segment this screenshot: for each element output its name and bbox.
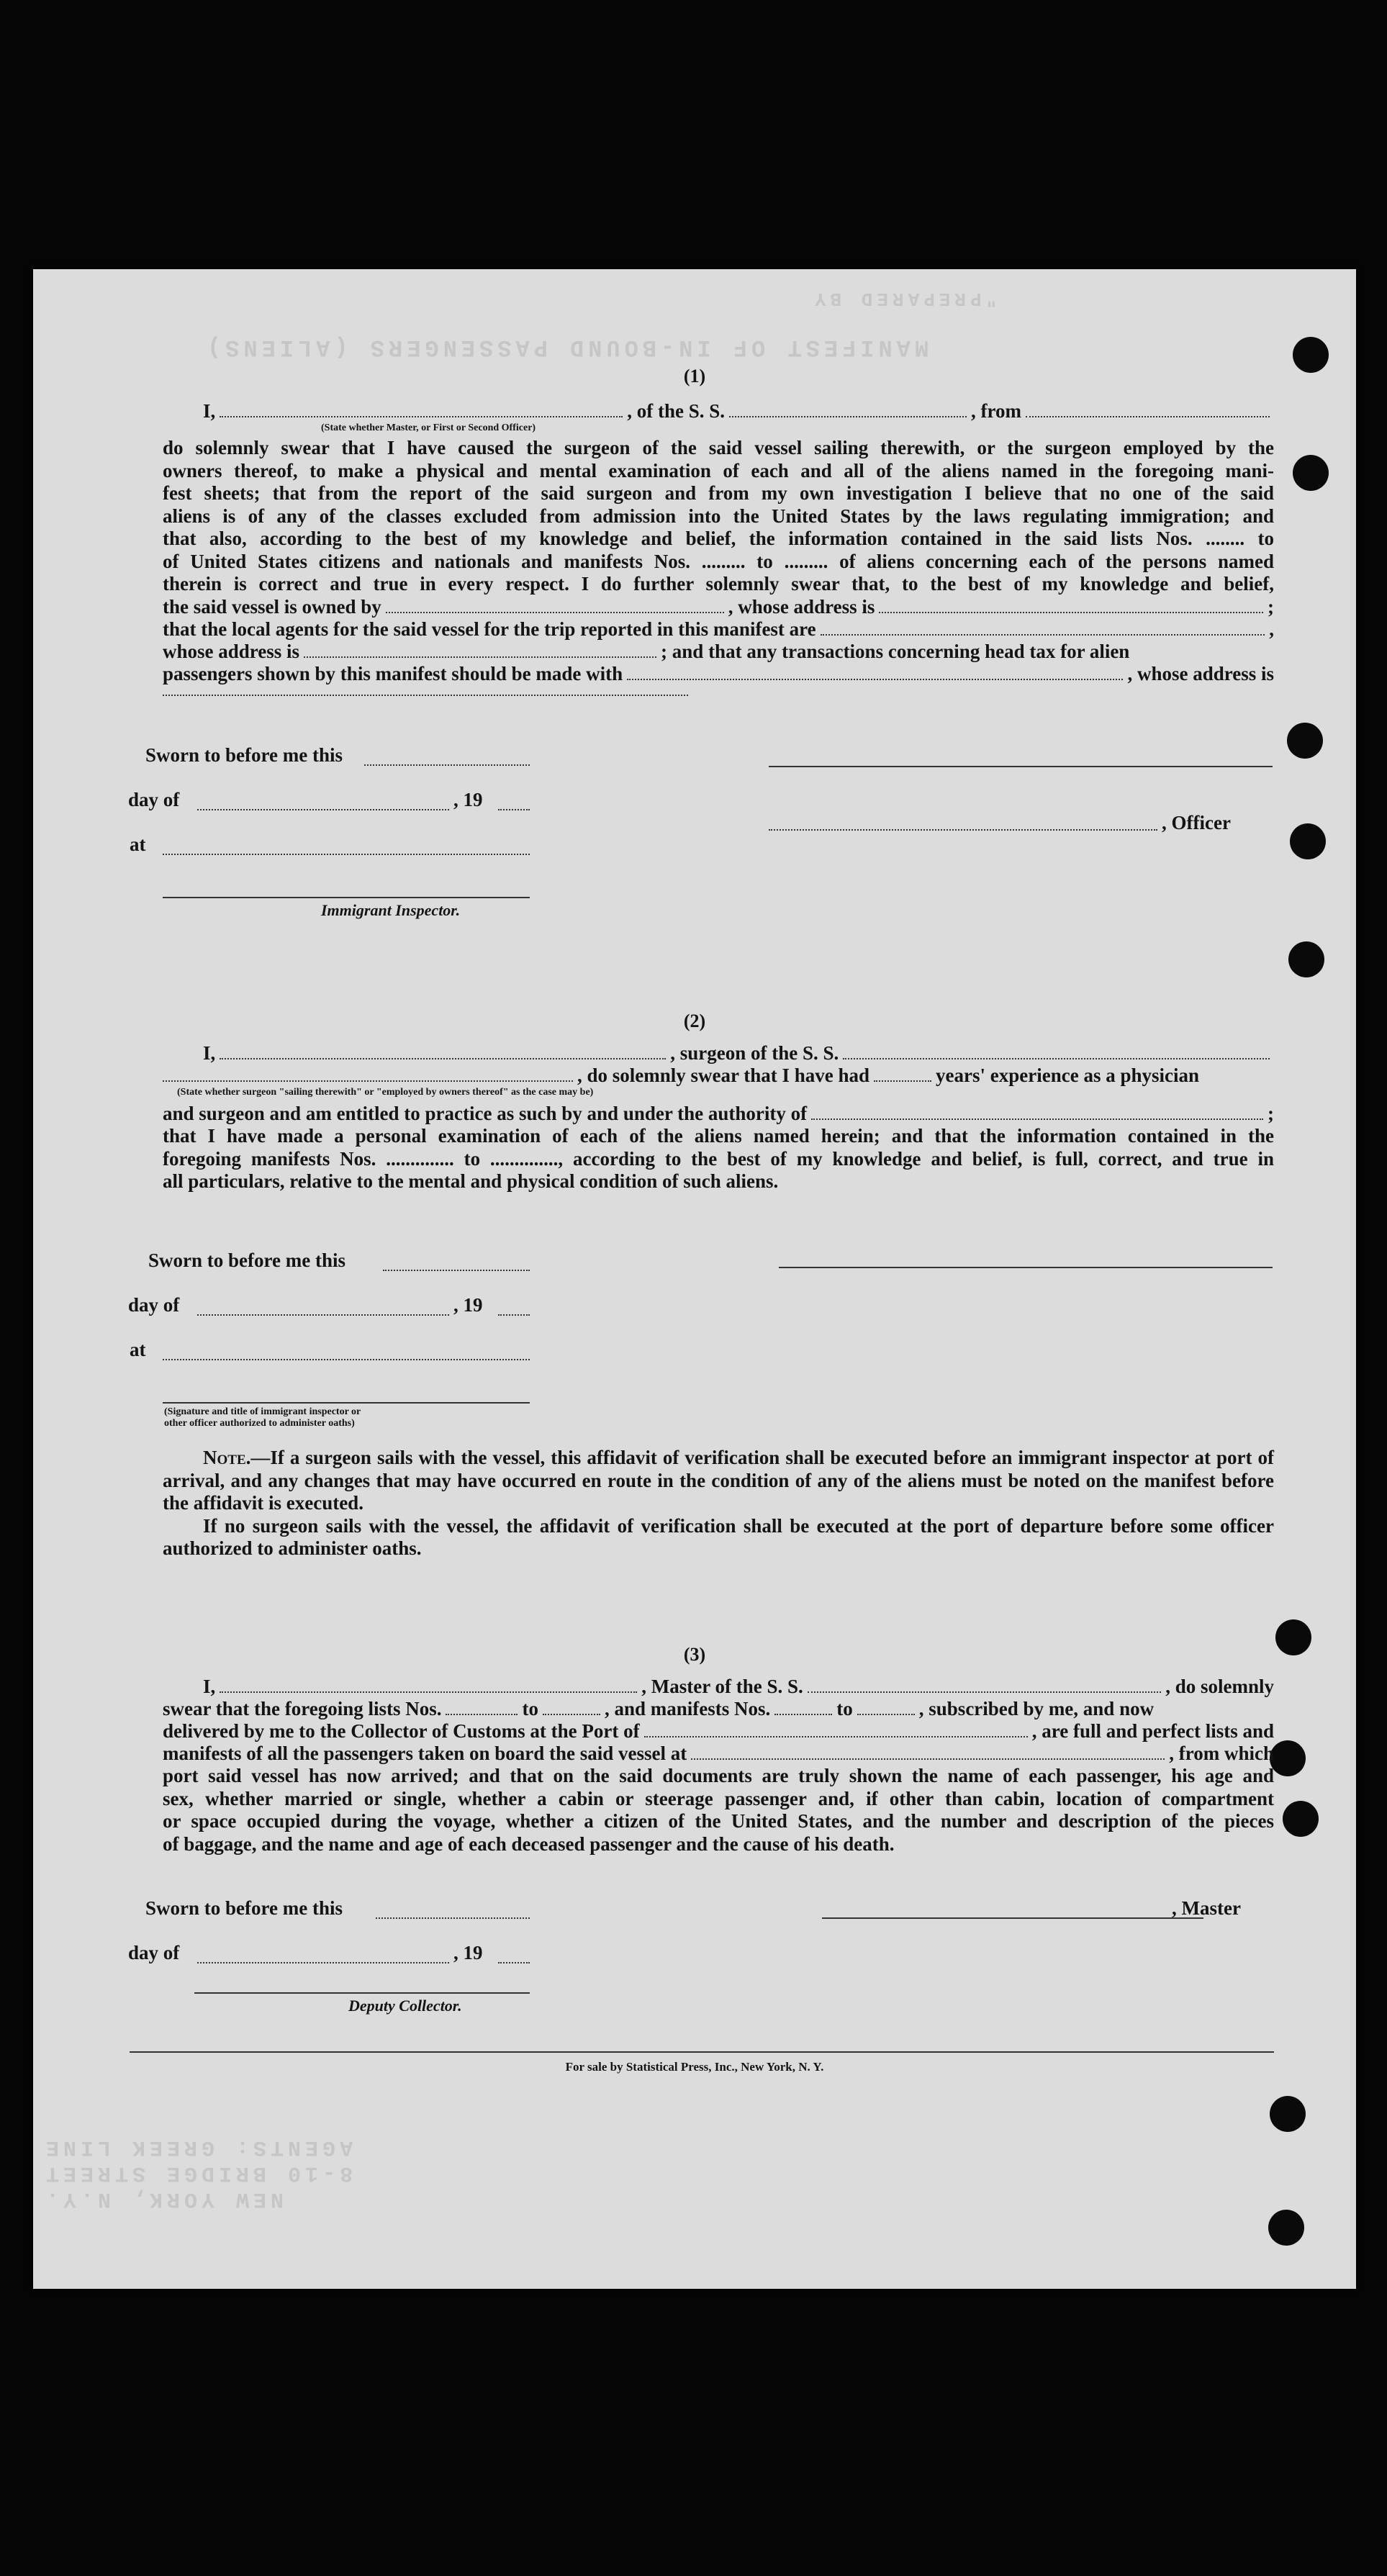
label-authority: and surgeon and am entitled to practice as such by and under the authority of (163, 1103, 808, 1124)
local-agents-field[interactable] (821, 630, 1265, 636)
year-label: , 19 (453, 789, 483, 810)
bleed-through-manifest-title: MANIFEST OF IN-BOUND PASSENGERS (ALIENS) (203, 334, 929, 361)
printer-imprint: For sale by Statistical Press, Inc., New York, N. Y. (565, 2060, 824, 2074)
punch-hole (1287, 723, 1323, 759)
at-label: at (130, 1339, 146, 1360)
inspector-signature-line[interactable] (163, 1402, 530, 1404)
label-head-tax: ; and that any transactions concerning head tax for alien (661, 640, 1130, 662)
month-field[interactable] (197, 1962, 449, 1963)
sworn-date-field[interactable] (383, 1270, 530, 1271)
year-label: , 19 (453, 1942, 483, 1963)
punch-hole (1288, 941, 1324, 977)
punch-hole (1290, 823, 1326, 859)
label-from: , from (971, 400, 1022, 422)
section-2-oath: I, , surgeon of the S. S. , do solemnly swear that I have had years' experience as a physician (State whether surgeon "sailing therewith" or "employed by owners thereof" as the case may be) and surgeon and am entitled to practice as such by and under the authority of ; that I have made a personal examination of each of the aliens named herein; and that the information contained in the foregoing manifests Nos. .............. to .............., according to the best of my knowledge and belief, is full, correct, and true in all particulars, relative to the mental and physical condition of such aliens. (163, 1042, 1274, 1192)
signature-line[interactable] (769, 766, 1273, 767)
surgeon-signature-line[interactable] (779, 1267, 1273, 1268)
label-master-of: , Master of the S. S. (641, 1676, 803, 1697)
immigrant-inspector-label: Immigrant Inspector. (321, 901, 461, 919)
label-manifests-of: manifests of all the passengers taken on board the said vessel at (163, 1743, 687, 1764)
label-delivered: delivered by me to the Collector of Customs at the Port of (163, 1720, 640, 1742)
vessel-name-field[interactable] (729, 412, 967, 417)
boarding-port-field[interactable] (691, 1754, 1165, 1760)
officer-name-field[interactable] (220, 412, 623, 417)
year-field[interactable] (498, 809, 530, 810)
section-3-body: port said vessel has now arrived; and that on the said documents are truly shown the name of each passenger, his age and sex, whether married or single, whether a cabin or steerage passenger and, if other than cabin, location of compartment or space occupied during the voyage, whether a citizen of the United States, and the number and description of the pieces of baggage, and the name and age of each deceased passenger and the cause of his death. (163, 1765, 1274, 1855)
surgeon-note: Note.—If a surgeon sails with the vessel, this affidavit of verification shall be executed before an immigrant inspector at port of arrival, and any changes that may have occurred en route in the condition of any of the aliens must be noted on the manifest before the affidavit is executed. If no surgeon sails with the vessel, the affidavit of verification shall be executed at the port of departure before some officer authorized to administer oaths. (163, 1447, 1274, 1559)
label-lists: swear that the foregoing lists Nos. (163, 1698, 442, 1719)
contact-address-field[interactable] (163, 690, 688, 696)
label-do-solemnly: , do solemnly (1165, 1676, 1274, 1697)
sworn-label: Sworn to before me this (145, 1897, 343, 1919)
manifests-from-field[interactable] (774, 1709, 832, 1715)
label-swear-had: , do solemnly swear that I have had (577, 1065, 870, 1086)
signature-title-note: (Signature and title of immigrant inspector or other officer authorized to administer oaths) (164, 1406, 361, 1429)
section-3-number: (3) (683, 1644, 706, 1665)
authority-field[interactable] (811, 1114, 1263, 1120)
bleed-through-agents-line: 8-10 BRIDGE STREET (42, 2161, 353, 2185)
master-vessel-field[interactable] (808, 1687, 1161, 1693)
label-whose-address: , whose address is (728, 595, 875, 618)
label-i: I, (203, 1042, 216, 1064)
sworn-label: Sworn to before me this (145, 744, 343, 766)
sworn-label: Sworn to before me this (148, 1249, 345, 1271)
label-and-manifests: , and manifests Nos. (604, 1698, 771, 1719)
officer-rank-note: (State whether Master, or First or Second Officer) (321, 422, 536, 433)
label-local-agents: that the local agents for the said vessel for the trip reported in this manifest are (163, 618, 816, 640)
day-of-label: day of (128, 1294, 180, 1316)
label-from-which: , from which (1169, 1743, 1274, 1764)
officer-label: , Officer (1162, 812, 1231, 833)
master-label: , Master (1172, 1897, 1241, 1919)
years-experience-field[interactable] (874, 1076, 931, 1082)
label-to: to (836, 1698, 853, 1719)
deputy-collector-label: Deputy Collector. (348, 1997, 462, 2015)
punch-hole (1283, 1801, 1319, 1837)
label-owned-by: the said vessel is owned by (163, 595, 381, 618)
lists-to-field[interactable] (543, 1709, 600, 1715)
surgeon-status-note: (State whether surgeon "sailing therewith" or "employed by owners thereof" as the case may be) (177, 1087, 594, 1098)
sworn-date-field[interactable] (376, 1917, 530, 1919)
label-full-perfect: , are full and perfect lists and (1031, 1720, 1274, 1742)
month-field[interactable] (197, 1314, 449, 1316)
year-label: , 19 (453, 1294, 483, 1316)
label-to: to (522, 1698, 538, 1719)
inspector-signature-line[interactable] (163, 897, 530, 898)
label-contact-address: , whose address is (1127, 662, 1274, 684)
deputy-signature-line[interactable] (194, 1992, 530, 1994)
owner-address-field[interactable] (879, 607, 1263, 613)
at-label: at (130, 833, 146, 855)
label-agents-address: whose address is (163, 640, 300, 662)
label-passengers-shown: passengers shown by this manifest should be made with (163, 662, 623, 684)
section-2-number: (2) (683, 1011, 706, 1031)
section-1-body: do solemnly swear that I have caused the surgeon of the said vessel sailing therewith, or the surgeon employed by the owners thereof, to make a physical and mental examination of each and all of the aliens named in the foregoing mani- fest sheets; that from the report of the said surgeon and from my own investigation I believe that no one of the said aliens is of any of the classes excluded from admission into the United States by the laws regulating immigration; and that also, according to the best of my knowledge and belief, the information contained in the said lists Nos. ........ to of United States citizens and nationals and manifests Nos. ......... to ......... of aliens concerning each of the persons named therein is correct and true in every respect. I do further solemnly swear that, to the best of my knowledge and belief, (163, 437, 1274, 595)
section-1-number: (1) (683, 366, 706, 387)
manifest-affidavit-page (33, 269, 1356, 2289)
label-years-experience: years' experience as a physician (936, 1065, 1200, 1086)
surgeon-name-field[interactable] (220, 1054, 666, 1059)
place-field[interactable] (163, 854, 530, 855)
label-surgeon-of: , surgeon of the S. S. (670, 1042, 839, 1064)
agents-address-field[interactable] (304, 652, 656, 658)
year-field[interactable] (498, 1962, 530, 1963)
day-of-label: day of (128, 1942, 180, 1963)
surgeon-status-field[interactable] (163, 1076, 573, 1082)
port-field[interactable] (644, 1732, 1028, 1737)
lists-from-field[interactable] (446, 1709, 518, 1715)
master-signature-line[interactable] (822, 1917, 1203, 1919)
manifests-to-field[interactable] (857, 1709, 915, 1715)
footer-divider (130, 2051, 1274, 2053)
section-3-oath (163, 1676, 1274, 1856)
punch-hole (1268, 2210, 1304, 2246)
month-field[interactable] (197, 809, 449, 810)
note-label: Note. (203, 1447, 251, 1468)
punch-hole (1270, 1740, 1306, 1776)
label-of-ss: , of the S. S. (627, 400, 726, 422)
day-of-label: day of (128, 789, 180, 810)
punch-hole (1293, 455, 1329, 491)
year-field[interactable] (498, 1314, 530, 1316)
label-subscribed: , subscribed by me, and now (918, 1698, 1155, 1719)
bleed-through-agents-line: NEW YORK, N.Y. (42, 2187, 284, 2211)
officer-signature-field[interactable] (769, 829, 1157, 831)
head-tax-contact-field[interactable] (627, 674, 1123, 680)
bleed-through-prepared-stamp: "PREPARED BY (810, 288, 998, 309)
punch-hole (1270, 2096, 1306, 2132)
master-name-field[interactable] (220, 1687, 637, 1693)
place-field[interactable] (163, 1359, 530, 1360)
label-i: I, (203, 1676, 216, 1697)
surgeon-vessel-field[interactable] (843, 1054, 1270, 1059)
owner-field[interactable] (386, 607, 724, 613)
bleed-through-agents-line: AGENTS: GREEK LINE (42, 2135, 353, 2159)
section-1-oath: I, , of the S. S. , from (State whether Master, or First or Second Officer) do solemnly swear that I have caused the surgeon of the said vessel sailing therewith, or the surgeon employed by the owners thereof, to make a physical and mental examination of each and all of the aliens named in the foregoing mani- fest sheets; that from the report of the said surgeon and from my own investigation I believe that no one of the said aliens is of any of the classes excluded from admission into the United States by the laws regulating immigration; and that also, according to the best of my knowledge and belief, the information contained in the said lists Nos. ........ to of United States citizens and nationals and manifests Nos. ......... to ......... of aliens concerning each of the persons named therein is correct and true in every respect. I do further solemnly swear that, to the best of my knowledge and belief, the said vessel is owned by , whose address is ; that the local agents for the said vessel for the trip reported in this manifest are , whose address is ; and that any transactions concerning head tax for alien passengers shown by this manifest should be made with , whose address is (163, 400, 1274, 701)
label-i: I, (203, 400, 216, 422)
section-2-body: that I have made a personal examination of each of the aliens named herein; and that the information contained in the foregoing manifests Nos. .............. to .............., according to the best of my knowledge and belief, is full, correct, and true in all particulars, relative to the mental and physical condition of such aliens. (163, 1125, 1274, 1192)
departure-port-field[interactable] (1026, 412, 1270, 417)
sworn-date-field[interactable] (364, 764, 530, 766)
